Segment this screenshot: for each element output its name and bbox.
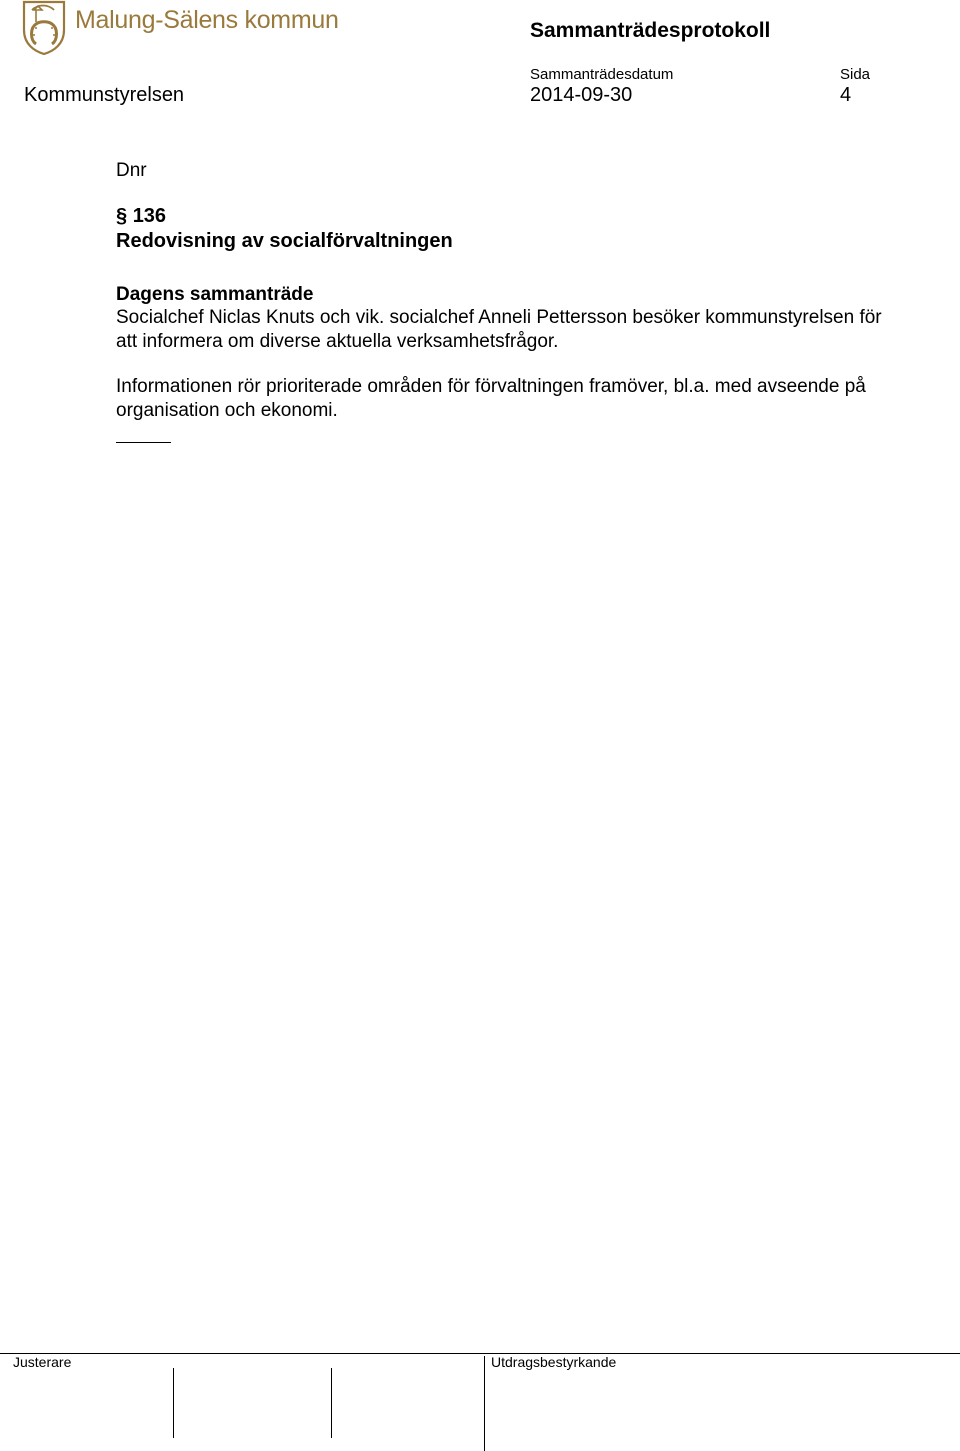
end-rule-divider bbox=[116, 442, 171, 443]
footer-label-justerare: Justerare bbox=[13, 1354, 72, 1370]
dnr-label: Dnr bbox=[116, 160, 147, 181]
municipal-shield-icon bbox=[22, 0, 66, 55]
paragraph-number-value: 136 bbox=[132, 205, 167, 227]
meeting-date: 2014-09-30 bbox=[530, 84, 633, 106]
organization-name: Kommunstyrelsen bbox=[24, 84, 185, 106]
document-type-title: Sammanträdesprotokoll bbox=[530, 19, 771, 42]
paragraph-number bbox=[116, 205, 166, 228]
body-paragraph: Informationen rör prioriterade områden för förvaltningen framöver, bl.a. med avseende på organisation och ekonomi. bbox=[116, 376, 866, 421]
signature-box-divider bbox=[173, 1368, 174, 1438]
page-label: Sida bbox=[840, 66, 871, 83]
logo-wordmark: Malung-Sälens kommun bbox=[75, 6, 339, 34]
signature-box-divider bbox=[484, 1356, 485, 1451]
body-paragraph: Socialchef Niclas Knuts och vik. socialchef Anneli Pettersson besöker kommunstyrelsen för att informera om diverse aktuella verksamhetsfrågor. bbox=[116, 307, 882, 352]
section-heading: Dagens sammanträde bbox=[116, 284, 314, 305]
paragraph-sign: § bbox=[116, 205, 128, 227]
footer-divider bbox=[0, 1353, 960, 1354]
meeting-date-label: Sammanträdesdatum bbox=[530, 66, 674, 83]
item-title: Redovisning av socialförvaltningen bbox=[116, 230, 453, 252]
municipality-logo bbox=[22, 0, 66, 56]
footer-label-utdragsbestyrkande: Utdragsbestyrkande bbox=[491, 1354, 617, 1370]
page-number: 4 bbox=[840, 84, 852, 106]
signature-box-divider bbox=[331, 1368, 332, 1438]
